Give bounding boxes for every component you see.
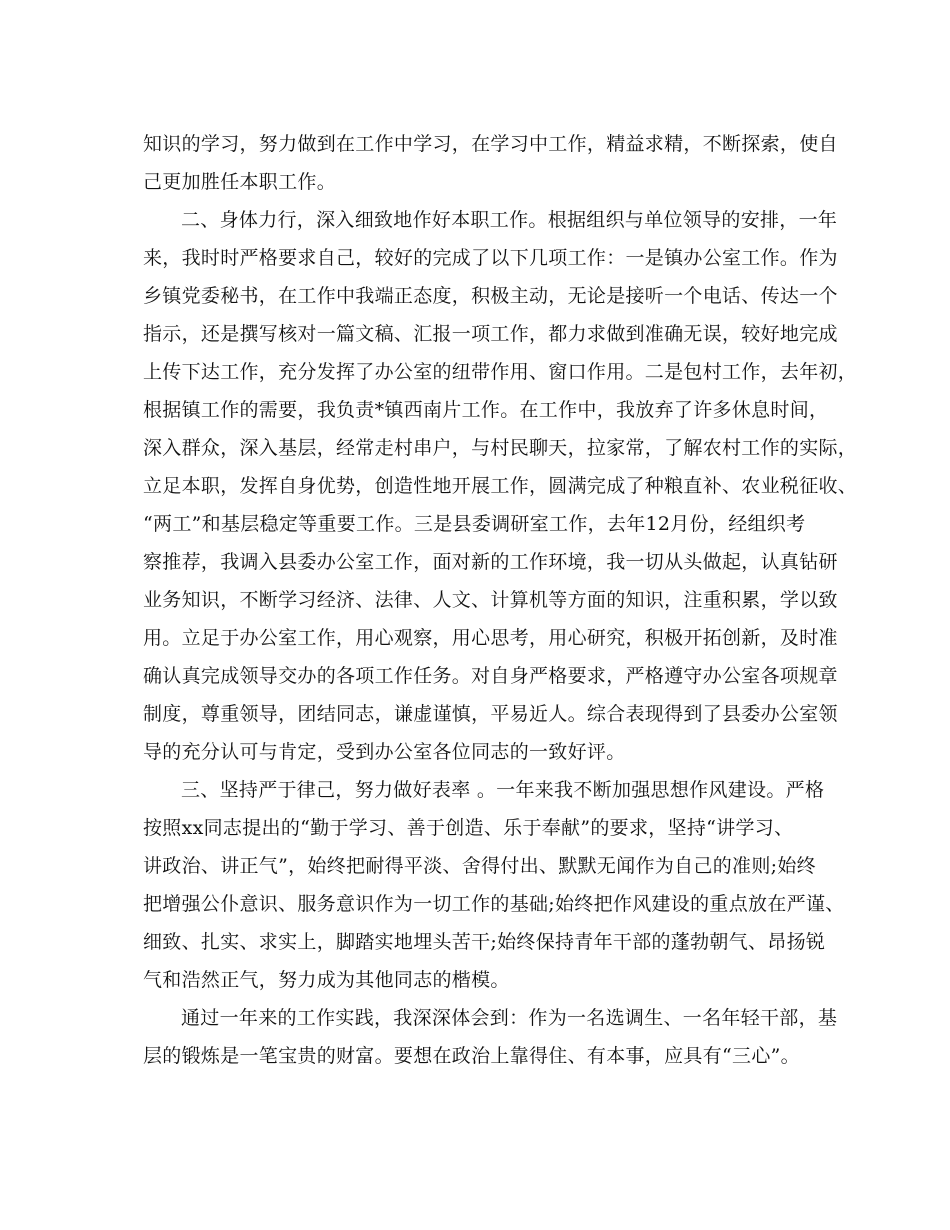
text-line: 制度，尊重领导，团结同志，谦虚谨慎，平易近人。综合表现得到了县委办公室领 [143,703,838,725]
text-line: 细致、扎实、求实上，脚踏实地埋头苦干;始终保持青年干部的蓬勃朝气、昂扬锐 [143,931,826,953]
text-line: 知识的学习，努力做到在工作中学习，在学习中工作，精益求精，不断探索，使自 [143,133,838,155]
text-line: 指示，还是撰写核对一篇文稿、汇报一项工作，都力求做到准确无误，较好地完成 [143,323,838,345]
paragraph-start: 通过一年来的工作实践，我深深体会到：作为一名选调生、一名年轻干部，基 [181,1007,838,1029]
text-line: 深入群众，深入基层，经常走村串户，与村民聊天，拉家常，了解农村工作的实际， [143,437,858,459]
paragraph-start: 二、身体力行，深入细致地作好本职工作。根据组织与单位领导的安排，一年 [181,209,838,231]
text-line: 己更加胜任本职工作。 [143,171,337,193]
text-line: 乡镇党委秘书，在工作中我端正态度，积极主动，无论是接听一个电话、传达一个 [143,285,838,307]
text-line: 业务知识，不断学习经济、法律、人文、计算机等方面的知识，注重积累，学以致 [143,589,838,611]
text-line: 导的充分认可与肯定，受到办公室各位同志的一致好评。 [143,741,626,763]
text-line: 层的锻炼是一笔宝贵的财富。要想在政治上靠得住、有本事，应具有“三心”。 [143,1045,800,1067]
text-line: 把增强公仆意识、服务意识作为一切工作的基础;始终把作风建设的重点放在严谨、 [143,893,845,915]
text-line: 确认真完成领导交办的各项工作任务。对自身严格要求，严格遵守办公室各项规章 [143,665,838,687]
text-line: 气和浩然正气，努力成为其他同志的楷模。 [143,969,510,991]
text-line: 立足本职，发挥自身优势，创造性地开展工作，圆满完成了种粮直补、农业税征收、 [143,475,858,497]
text-line: 来，我时时严格要求自己，较好的完成了以下几项工作：一是镇办公室工作。作为 [143,247,838,269]
text-line: 根据镇工作的需要，我负责*镇西南片工作。在工作中，我放弃了许多休息时间， [143,399,829,421]
text-line: 用。立足于办公室工作，用心观察，用心思考，用心研究，积极开拓创新，及时准 [143,627,838,649]
text-line: “两工”和基层稳定等重要工作。三是县委调研室工作，去年12月份，经组织考 [143,513,806,535]
text-line: 讲政治、讲正气”，始终把耐得平淡、舍得付出、默默无闻作为自己的准则;始终 [143,855,816,877]
paragraph-start: 三、坚持严于律己，努力做好表率 。一年来我不断加强思想作风建设。严格 [181,779,825,801]
text-line: 上传下达工作，充分发挥了办公室的纽带作用、窗口作用。二是包村工作，去年初， [143,361,858,383]
text-line: 按照xx同志提出的“勤于学习、善于创造、乐于奉献”的要求，坚持“讲学习、 [143,817,794,839]
text-line: 察推荐，我调入县委办公室工作，面对新的工作环境，我一切从头做起，认真钻研 [143,551,838,573]
